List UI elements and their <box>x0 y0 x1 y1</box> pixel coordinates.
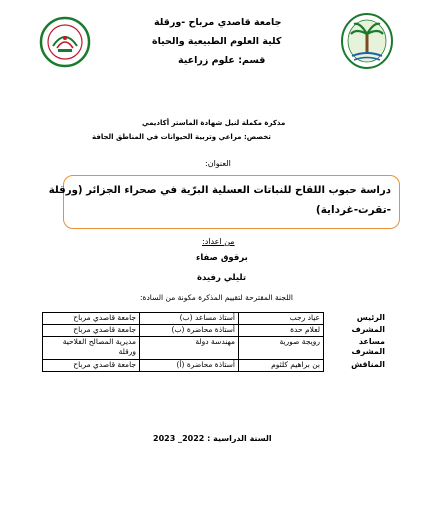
title-label: العنوان: <box>205 159 231 168</box>
jury-row <box>43 325 389 337</box>
jury-role: مساعد المشرف <box>351 336 385 356</box>
jury-member-institution: جامعة قاصدي مرباح <box>43 325 140 337</box>
department-name: قسم: علوم زراعية <box>178 55 266 66</box>
jury-member-name: رويجة صورية <box>239 337 324 360</box>
jury-member-name: بن براهيم كلثوم <box>239 360 324 372</box>
university-seal-logo <box>36 16 94 68</box>
jury-member-rank: مهندسة دولة <box>140 337 239 360</box>
jury-row <box>43 360 389 372</box>
title-line-2: -تقرت-غرداية) <box>315 204 391 216</box>
jury-role: الرئيس <box>356 312 385 322</box>
title-line-1: دراسة حبوب اللقاح للنباتات العسلية البرّية في صحراء الجزائر (ورقلة <box>48 185 391 196</box>
title-box <box>48 175 400 229</box>
memo-degree-line: مذكرة مكملة لنيل شهادة الماستر أكاديمي <box>142 119 286 127</box>
faculty-name: كلية العلوم الطبيعية والحياة <box>152 36 282 47</box>
memo-specialty: تخصص: مراعي وتربية الحيوانات في المناطق الجافة <box>92 133 271 141</box>
jury-member-institution: مديرية المصالح الفلاحية ورقلة <box>43 337 140 360</box>
jury-role: المشرف <box>351 324 385 334</box>
jury-member-rank: أستاذ مساعد (ب) <box>140 313 239 325</box>
author-1: برقوق صفاء <box>196 253 248 263</box>
jury-member-name: لعلام حدة <box>239 325 324 337</box>
university-name: جامعة قاصدي مرباح -ورقلة <box>154 17 282 28</box>
jury-role: المناقش <box>351 359 385 369</box>
jury-table <box>42 312 388 372</box>
authors-label: من اعداد: <box>202 237 235 246</box>
jury-member-name: عياد رجب <box>239 313 324 325</box>
jury-row <box>43 337 389 360</box>
jury-member-rank: أستاذة محاضرة (ب) <box>140 325 239 337</box>
committee-caption: اللجنة المقترحة لتقييم المذكرة مكونة من السادة: <box>140 293 293 302</box>
academic-year: السنة الدراسية : 2022_ 2023 <box>153 434 272 443</box>
author-2: تليلي رفيدة <box>197 273 247 283</box>
jury-member-rank: أستاذة محاضرة (أ) <box>140 360 239 372</box>
jury-member-institution: جامعة قاصدي مرباح <box>43 360 140 372</box>
jury-member-institution: جامعة قاصدي مرباح <box>43 313 140 325</box>
faculty-palm-logo <box>340 12 394 70</box>
jury-row <box>43 313 389 325</box>
